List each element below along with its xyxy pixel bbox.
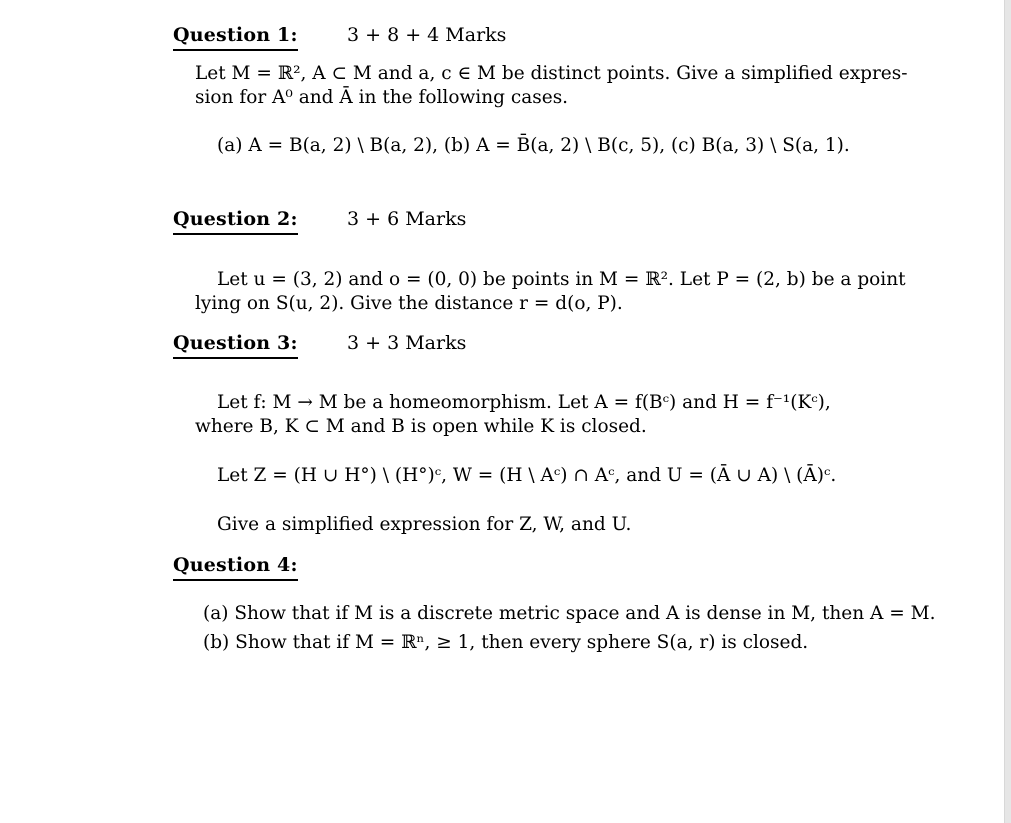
question-3-definitions: Let Z = (H ∪ H°) \ (H°)ᶜ, W = (H \ Aᶜ) ∩ Aᶜ, and U = (Ā ∪ A) \ (Ā)ᶜ. xyxy=(217,465,837,486)
question-2-marks: 3 + 6 Marks xyxy=(347,208,467,230)
question-4-part-b: (b) Show that if M = ℝⁿ, ≥ 1, then every sphere S(a, r) is closed. xyxy=(203,632,809,653)
question-1-text-line-2: sion for A⁰ and Ā in the following cases. xyxy=(195,87,569,108)
question-2-heading: Question 2: xyxy=(173,208,298,235)
question-2-text-line-1: Let u = (3, 2) and o = (0, 0) be points in M = ℝ². Let P = (2, b) be a point xyxy=(217,269,906,290)
scrollbar[interactable] xyxy=(1004,0,1011,823)
question-3-text-line-1: Let f: M → M be a homeomorphism. Let A = f(Bᶜ) and H = f⁻¹(Kᶜ), xyxy=(217,392,831,413)
question-3-text-line-2: where B, K ⊂ M and B is open while K is closed. xyxy=(195,416,647,437)
question-3-heading: Question 3: xyxy=(173,332,298,359)
question-3-task: Give a simplified expression for Z, W, and U. xyxy=(217,514,632,535)
question-1-heading: Question 1: xyxy=(173,24,298,51)
question-2-text-line-2: lying on S(u, 2). Give the distance r = d(o, P). xyxy=(195,293,623,314)
question-1-cases: (a) A = B(a, 2) \ B(a, 2), (b) A = B̄(a, 2) \ B(c, 5), (c) B(a, 3) \ S(a, 1). xyxy=(217,135,850,156)
question-4-heading: Question 4: xyxy=(173,554,298,581)
question-4-part-a: (a) Show that if M is a discrete metric space and A is dense in M, then A = M. xyxy=(203,603,936,624)
question-1-text-line-1: Let M = ℝ², A ⊂ M and a, c ∈ M be distinct points. Give a simplified expres- xyxy=(195,63,908,84)
question-1-marks: 3 + 8 + 4 Marks xyxy=(347,24,507,46)
question-3-marks: 3 + 3 Marks xyxy=(347,332,467,354)
